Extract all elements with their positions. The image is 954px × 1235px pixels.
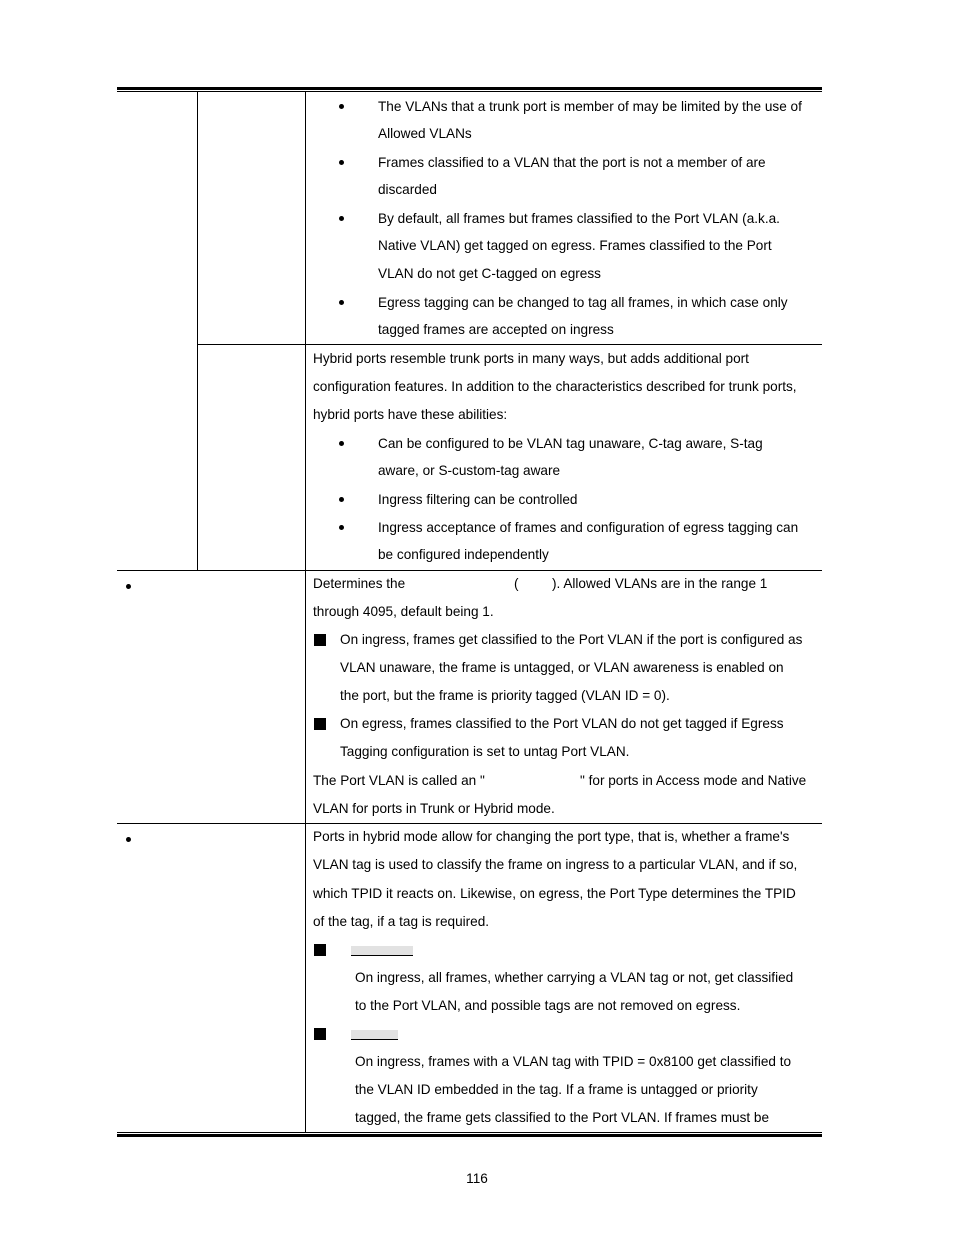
port-vlan-line-1a: Determines the xyxy=(313,576,406,591)
option-heading-underline xyxy=(351,1030,398,1040)
port-type-intro-line-2: VLAN tag is used to classify the frame on ingress to a particular VLAN, and if so, xyxy=(313,857,798,872)
bullet-icon xyxy=(339,300,344,305)
trunk-bullet-1-line-1: The VLANs that a trunk port is member of may be limited by the use of xyxy=(378,99,802,114)
trunk-bullet-1-line-2: Allowed VLANs xyxy=(378,126,472,141)
square-bullet-icon xyxy=(314,1028,326,1040)
bullet-icon xyxy=(339,497,344,502)
hybrid-bullet-1-line-2: aware, or S-custom-tag aware xyxy=(378,463,561,478)
bullet-icon xyxy=(339,525,344,530)
port-vlan-line-2: through 4095, default being 1. xyxy=(313,604,494,619)
trunk-bullet-2-line-1: Frames classified to a VLAN that the port is not a member of are xyxy=(378,155,766,170)
hybrid-intro-line-2: configuration features. In addition to the characteristics described for trunk ports, xyxy=(313,379,797,394)
trunk-bullet-4-line-1: Egress tagging can be changed to tag all frames, in which case only xyxy=(378,295,788,310)
port-type-intro-line-3: which TPID it reacts on. Likewise, on egress, the Port Type determines the TPID xyxy=(313,886,796,901)
port-vlan-egress-line-1: On egress, frames classified to the Port VLAN do not get tagged if Egress xyxy=(340,716,784,731)
port-vlan-outro-line-1b: " for ports in Access mode and Native xyxy=(580,773,807,788)
table-top-rule xyxy=(117,87,822,92)
trunk-bullet-3-line-3: VLAN do not get C-tagged on egress xyxy=(378,266,601,281)
hybrid-intro-line-1: Hybrid ports resemble trunk ports in many ways, but adds additional port xyxy=(313,351,749,366)
trunk-bullet-3-line-1: By default, all frames but frames classified to the Port VLAN (a.k.a. xyxy=(378,211,780,226)
port-vlan-ingress-line-1: On ingress, frames get classified to the Port VLAN if the port is configured as xyxy=(340,632,803,647)
bullet-icon xyxy=(339,216,344,221)
column-divider-1 xyxy=(197,91,198,571)
port-vlan-line-1c: ). Allowed VLANs are in the range 1 xyxy=(552,576,768,591)
square-bullet-icon xyxy=(314,634,326,646)
hybrid-bullet-3-line-1: Ingress acceptance of frames and configuration of egress tagging can xyxy=(378,520,799,535)
square-bullet-icon xyxy=(314,718,326,730)
page-number: 116 xyxy=(466,1171,488,1186)
trunk-bullet-2-line-2: discarded xyxy=(378,182,437,197)
port-vlan-egress-line-2: Tagging configuration is set to untag Port VLAN. xyxy=(340,744,630,759)
hybrid-bullet-1-line-1: Can be configured to be VLAN tag unaware, C-tag aware, S-tag xyxy=(378,436,763,451)
port-type-intro-line-4: of the tag, if a tag is required. xyxy=(313,914,490,929)
port-vlan-outro-line-2: VLAN for ports in Trunk or Hybrid mode. xyxy=(313,801,555,816)
bullet-icon xyxy=(339,441,344,446)
option-heading-underline xyxy=(351,946,413,956)
trunk-bullet-4-line-2: tagged frames are accepted on ingress xyxy=(378,322,614,337)
unaware-desc-line-2: to the Port VLAN, and possible tags are not removed on egress. xyxy=(355,998,741,1013)
row-divider-port-vlan xyxy=(117,570,822,571)
hybrid-bullet-3-line-2: be configured independently xyxy=(378,547,549,562)
port-vlan-ingress-line-2: VLAN unaware, the frame is untagged, or VLAN awareness is enabled on xyxy=(340,660,784,675)
bullet-icon xyxy=(339,104,344,109)
port-type-intro-line-1: Ports in hybrid mode allow for changing the port type, that is, whether a frame's xyxy=(313,829,790,844)
hybrid-bullet-2-line-1: Ingress filtering can be controlled xyxy=(378,492,578,507)
row-divider-trunk-hybrid xyxy=(197,344,822,345)
caware-desc-line-3: tagged, the frame gets classified to the Port VLAN. If frames must be xyxy=(355,1110,770,1125)
hybrid-intro-line-3: hybrid ports have these abilities: xyxy=(313,407,508,422)
caware-desc-line-2: the VLAN ID embedded in the tag. If a frame is untagged or priority xyxy=(355,1082,758,1097)
caware-desc-line-1: On ingress, frames with a VLAN tag with TPID = 0x8100 get classified to xyxy=(355,1054,792,1069)
port-vlan-outro-line-1a: The Port VLAN is called an " xyxy=(313,773,485,788)
row-bullet-icon xyxy=(126,837,131,842)
square-bullet-icon xyxy=(314,944,326,956)
table-bottom-rule xyxy=(117,1132,822,1137)
trunk-bullet-3-line-2: Native VLAN) get tagged on egress. Frames classified to the Port xyxy=(378,238,772,253)
unaware-desc-line-1: On ingress, all frames, whether carrying a VLAN tag or not, get classified xyxy=(355,970,794,985)
port-vlan-ingress-line-3: the port, but the frame is priority tagged (VLAN ID = 0). xyxy=(340,688,670,703)
bullet-icon xyxy=(339,160,344,165)
column-divider-2 xyxy=(305,91,306,1133)
port-vlan-line-1b: ( xyxy=(514,576,519,591)
row-divider-port-type xyxy=(117,823,822,824)
row-bullet-icon xyxy=(126,584,131,589)
